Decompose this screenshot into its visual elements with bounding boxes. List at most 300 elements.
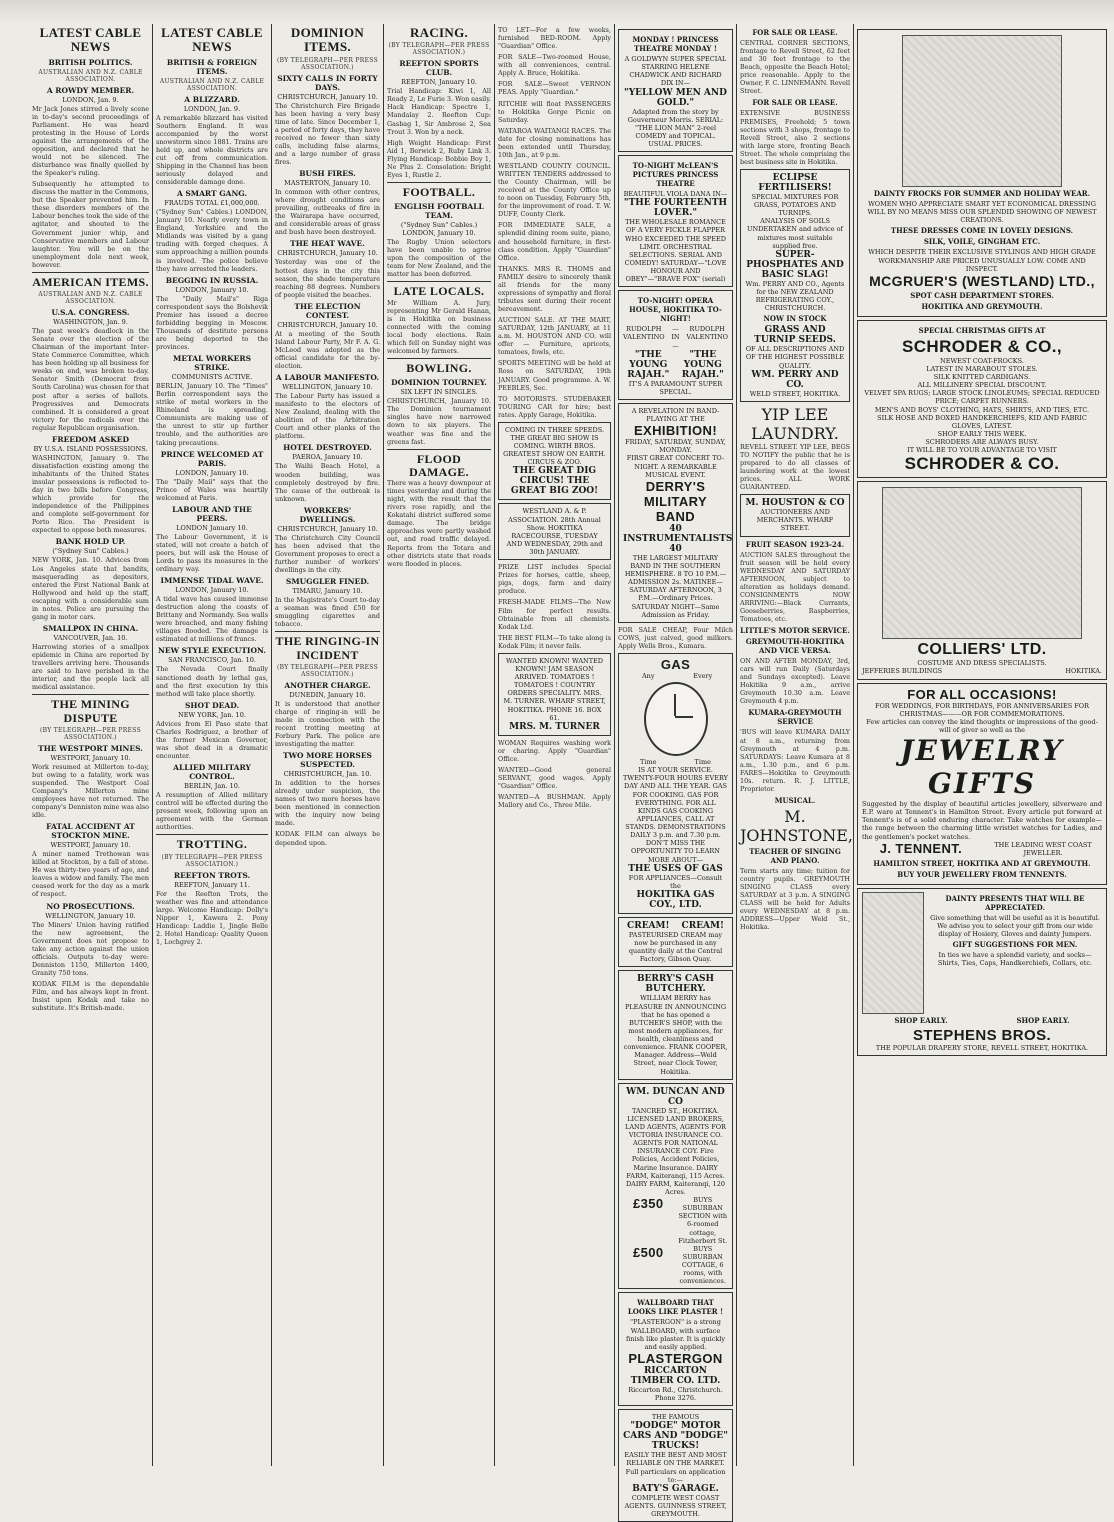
article-dateline: LONDON, Jan. 9. — [62, 95, 119, 104]
ad-heading: NOW IN STOCK — [763, 314, 827, 324]
article — [156, 871, 268, 946]
ad-heading: SPECIAL CHRISTMAS GIFTS AT — [918, 325, 1046, 335]
article-heading: A LABOUR MANIFESTO. — [275, 373, 380, 383]
ad-body — [928, 892, 1102, 1014]
article-dateline: WELLINGTON, January 10. — [45, 911, 136, 920]
price-desc: BUYS SUBURBAN SECTION with 6-roomed cottage, Fitzherbert St. — [678, 1196, 728, 1245]
ad-subtext: Few articles can convey the kind thoughts or impressions of the good-will of giver so well as the — [866, 717, 1098, 734]
ad-film-title: "THE FOURTEENTH LOVER." — [623, 198, 728, 219]
circus-ad — [498, 422, 611, 501]
article-dateline: SAN FRANCISCO, Jan. 10. — [168, 656, 256, 665]
ad-title: PLASTERGON — [628, 1350, 723, 1366]
article-heading: HOTEL DESTROYED. — [283, 443, 372, 453]
ad-line: VELVET SPA RUGS; LARGE STOCK LINOLEUMS; SPECIAL REDUCED PRICE; CARPET RUNNERS. — [864, 389, 1100, 406]
article-dateline: ("Sydney Sun" Cables.) LONDON, January 10. — [400, 221, 478, 238]
article-dateline: LONDON, January 10. — [175, 285, 249, 294]
ad-title: FOR ALL OCCASIONS! — [907, 686, 1057, 702]
article-body: A remarkable blizzard has visited Southern England. It was accompanied by the worst snowstorm since 1881. Trains are held up, and whole districts are cut off from communication. Shipping in the Channel has been seriously delayed and considerable damage done. — [156, 113, 268, 187]
article-body: In the Magistrate's Court to-day a seaman was fined £50 for smuggling cigarettes and tobacco. — [275, 596, 380, 629]
article-dateline: LONDON January 10. — [176, 523, 248, 532]
section-subheading: (BY TELEGRAPH—PER PRESS ASSOCIATION.) — [388, 42, 490, 57]
article-body: A tidal wave has caused immense destruction along the coasts of Brittany and Normandy. Sea walls were breached, and many fishing villages flooded. The damage is estimated at millions of francs. — [156, 595, 268, 644]
column-rule — [853, 24, 854, 1466]
opera-house-ad — [618, 290, 733, 400]
classified-ad: FOR SALE—Two-roomed House, with all conveniences, central. Apply A. Bruce, Hokitika. — [498, 53, 611, 78]
article-heading: BEGGING IN RUSSIA. — [165, 275, 259, 285]
article-body: The Miners' Union having ratified the new agreement, the Government does not propose to take any action against the union officials. Outputs to-day were: Denniston 1150, Millerton 1400, Granity 750 tons. — [32, 920, 149, 977]
article-heading: IMMENSE TIDAL WAVE. — [160, 576, 264, 586]
ad-strong: M. JOHNSTONE, — [740, 806, 853, 845]
gas-time: Time — [640, 758, 657, 767]
ad-row — [862, 892, 1102, 1014]
article-heading: SMUGGLER FINED. — [285, 577, 370, 587]
ad-heading: SILK, VOILE, GINGHAM ETC. — [923, 237, 1041, 247]
divider — [387, 182, 491, 183]
ad-strong: YIP LEE LAUNDRY. — [751, 404, 839, 443]
article-dateline: LONDON, January 10. — [175, 468, 249, 477]
classified-ad: SPORTS MEETING will be held at Ross on SATURDAY, 19th JANUARY. Good programme. A. W. PEEBLES, Sec. — [498, 359, 611, 392]
ad-heading: HAMILTON STREET, HOKITIKA AND AT GREYMOUTH. — [873, 858, 1091, 868]
article — [32, 902, 149, 977]
article — [156, 189, 268, 273]
ad-row — [623, 350, 728, 380]
classified-ad: TO MOTORISTS. STUDEBAKER TOURING CAR for hire; best rates. Apply Garage, Hokitika. — [498, 394, 611, 419]
article-dateline: REEFTON, January 10. — [401, 78, 477, 87]
classified-ad: RITCHIE will float PASSENGERS to Hokitika Gorge Picnic on Saturday. — [498, 99, 611, 124]
turner-ad-text: WANTED KNOWN! WANTED KNOWN! JAM SEASON ARRIVED. TOMATOES ! TOMATOES ! COUNTRY ORDERS SPECIALITY. MRS. M. TURNER. WHARF STREET, HOKITIKA. PHONE 16. BOX 61. — [503, 656, 606, 722]
article-dateline: BERLIN, Jan. 10. — [184, 782, 240, 791]
tennent-ad — [857, 683, 1107, 885]
ad-heading: GREYMOUTH-HOKITIKA AND VICE VERSA. — [745, 637, 845, 656]
article-heading: ENGLISH FOOTBALL TEAM. — [394, 202, 484, 221]
ad-heading: TO-NIGHT! OPERA HOUSE, HOKITIKA TO-NIGHT! — [629, 296, 722, 324]
ad-strong: ECLIPSE FERTILISERS! — [758, 172, 832, 193]
ad-in: —IN— — [671, 325, 680, 350]
ad-subtext: THE LARGEST MILITARY BAND IN THE SOUTHERN HEMISPHERE. 8 TO 10 P.M.—ADMISSION 2s. MATINEE—SATURDAY AFTERNOON, 3 P.M.—Ordinary Prices. SATURDAY NIGHT—Same Admission as Friday. — [624, 553, 727, 619]
ad-subtext: FRIDAY, SATURDAY, SUNDAY, MONDAY. — [625, 438, 726, 455]
section-heading: THE MINING DISPUTE — [51, 697, 130, 725]
article-dateline: NEW YORK, Jan. 10. — [178, 710, 246, 719]
price: £500 — [632, 1244, 664, 1260]
article — [156, 505, 268, 573]
ad-heading: GIFT SUGGESTIONS FOR MEN. — [952, 940, 1078, 950]
ad-strong: 40 INSTRUMENTALISTS 40 — [623, 523, 733, 554]
article — [32, 624, 149, 691]
article-body: For the Reefton Trots, the weather was fine and attendance large. Welcome Handicap: Dolly's Nipper 1, Kawera 2. Pony Handicap: Laddie 1, Jingle Belle 2. Hotel Handicap: Quality Queen 1, Lochgrey 2. — [156, 889, 268, 946]
ad-subtext: A REVELATION IN BAND-PLAYING AT THE — [631, 406, 720, 423]
article-dateline: DUNEDIN, January 10. — [289, 690, 366, 699]
classified-ad: THE BEST FILM—To take along is Kodak Film; it never fails. — [498, 633, 611, 650]
ad-subtext: WHICH DESPITE THEIR EXCLUSIVE STYLINGS AND HIGH GRADE WORKMANSHIP ARE PRICED UNUSUALLY LOW. COME AND INSPECT. — [868, 248, 1096, 273]
price: £350 — [632, 1196, 664, 1212]
article-heading: METAL WORKERS STRIKE. — [173, 354, 251, 373]
ad-subtext: BEAUTIFUL VIOLA DANA IN— — [623, 190, 728, 199]
article-body: The Labour Party has issued a manifesto to the electors of New Zealand, dealing with the abolition of the Arbitration Court and other planks of the platform. — [275, 392, 380, 441]
article-dateline: REEFTON, January 11. — [174, 880, 250, 889]
article-dateline: SIX LEFT IN SINGLES. — [400, 388, 478, 397]
ad-address: JEFFERIES BUILDINGS — [862, 667, 943, 676]
ad-heading: FRUIT SEASON 1923-24. — [745, 539, 845, 549]
classified-ad: AUCTION SALES throughout the fruit season will be held every WEDNESDAY AND SATURDAY AFTERNOON, subject to alteration as holidays demand. CONSIGNMENTS NOW ARRIVING:—Black Currants, Gooseberries, Raspberries, Tomatoes, etc. — [740, 550, 850, 623]
classified-ad: WATAROA WAITANGI RACES. The date for closing nominations has been extended until Thursday, 10th Jan., at 9 p.m. — [498, 126, 611, 159]
column-7-ads — [740, 26, 853, 1468]
article — [156, 701, 268, 760]
clock-icon — [644, 682, 708, 756]
article — [156, 276, 268, 351]
stephens-ad — [857, 888, 1107, 1056]
article — [387, 59, 491, 135]
classified-ad: FRESH-MADE FILMS—The New Film for perfect results. Obtainable from all chemists. Kodak Ltd. — [498, 598, 611, 631]
duncan-ad — [618, 1083, 733, 1290]
article — [32, 744, 149, 819]
divider — [387, 449, 491, 450]
section-subheading: (BY TELEGRAPH—PER PRESS ASSOCIATION.) — [161, 853, 263, 868]
article-heading: FATAL ACCIDENT AT STOCKTON MINE. — [46, 822, 135, 841]
ad-title: COLLIERS' LTD. — [917, 641, 1047, 659]
article — [387, 378, 491, 445]
article-body: The "Daily Mail" says that the Prince of Wales was heartily welcomed at Paris. — [156, 477, 268, 502]
section-heading: TROTTING. — [176, 837, 248, 852]
article-heading: ANOTHER CHARGE. — [284, 680, 371, 690]
ad-heading: DAINTY FROCKS FOR SUMMER AND HOLIDAY WEAR. — [873, 189, 1091, 198]
ad-subtext: THE FAMOUS — [651, 1413, 700, 1422]
ad-subtext: IT WILL BE TO YOUR ADVANTAGE TO VISIT — [907, 446, 1057, 455]
ad-heading: LITTLE'S MOTOR SERVICE. — [740, 626, 850, 636]
article-heading: A ROWDY MEMBER. — [46, 85, 135, 95]
section-heading: FLOOD DAMAGE. — [409, 451, 469, 479]
ad-subtext: AUCTIONEERS AND MERCHANTS. WHARF STREET. — [756, 508, 834, 533]
classified-ad: REVELL STREET. YIP LEE, BEGS TO NOTIFY the public that he is prepared to do all classes of laundering work at the lowest prices. ALL WORK GUARANTEED. — [740, 442, 850, 492]
article — [275, 74, 380, 167]
ad-subtext: IS AT YOUR SERVICE. TWENTY-FOUR HOURS EVERY DAY AND ALL THE YEAR. GAS FOR COOKING. GAS FOR EVERYTHING. FOR ALL KINDS GAS COOKING APPLIANCES, CALL AT STANDS. DEMONSTRATIONS DAILY 3 p.m. and 7.30 p.m. DON'T MISS THE OPPORTUNITY TO LEARN MORE ABOUT— — [623, 766, 728, 864]
ad-subtext: Wm. PERRY AND CO., Agents for the NEW ZEALAND REFRIGERATING COY., CHRISTCHURCH. — [745, 279, 845, 313]
article-heading: FREEDOM ASKED — [52, 434, 129, 444]
ad-subtext: Give something that will be useful as it is beautiful. We advise you to select your gift from our wide display of Hosiery, Gloves and dainty Jumpers. — [930, 913, 1100, 939]
article-dateline: WESTPORT, January 10. — [50, 841, 131, 850]
article-dateline: ("Sydney Sun" Cables.) — [52, 547, 129, 556]
article — [156, 95, 268, 187]
ad-row — [623, 1196, 728, 1245]
ad-subtext: PASTEURISED CREAM may now be purchased in any quantity daily at the Central Factory, Gibson Quay. — [628, 930, 723, 964]
ad-row — [623, 921, 728, 931]
ad-address: HOKITIKA. — [1065, 667, 1102, 676]
ad-row — [862, 1014, 1102, 1027]
ad-title: EXHIBITION! — [633, 423, 718, 439]
article-body: Mr William A. Jury, representing Mr Gerald Hanan, is in Hokitika on business connected with the coming local body elections. Rain which fell on Sunday night was welcomed by farmers. — [387, 298, 491, 356]
column-heading: RACING. — [409, 25, 469, 40]
ad-line: SHOP EARLY THIS WEEK. — [937, 429, 1027, 438]
ad-subtext: THE POPULAR DRAPERY STORE, REVELL STREET, HOKITIKA. — [875, 1043, 1089, 1052]
ad-subtext: THE LEADING WEST COAST JEWELLER. — [994, 840, 1092, 857]
article-dateline: CHRISTCHURCH, January 10. — [277, 320, 378, 329]
article — [32, 180, 149, 269]
ad-subtext: COSTUME AND DRESS SPECIALISTS. — [917, 659, 1047, 668]
classified-ad: FOR SALE CHEAP, Four Milch COWS, just calved, good milkers. Apply Wells Bros., Kumara. — [618, 625, 733, 650]
column-3 — [275, 26, 380, 1468]
ad-row — [623, 1245, 728, 1286]
column-8-ads — [857, 26, 1107, 1468]
article-dateline: BY U.S.A. ISLAND POSSESSIONS. — [33, 444, 148, 453]
article-dateline: LONDON, Jan. 9. — [183, 104, 241, 113]
article-dateline: CHRISTCHURCH, January 10. — [277, 524, 378, 533]
article-body: It is understood that another charge of ringing-in will be made in connection with the recent trotting meeting at Forbury Park. The police are investigating the matter. — [275, 699, 380, 749]
gas-ad — [618, 653, 733, 914]
ad-heading: SHOP EARLY. — [894, 1015, 948, 1025]
column-5-classifieds — [498, 26, 611, 1468]
ad-subtext: FIRST GREAT CONCERT TO-NIGHT. A REMARKABLE MUSICAL EVENT. — [626, 454, 725, 479]
article — [275, 443, 380, 502]
ad-title: SCHRODER & CO., — [902, 336, 1062, 356]
column-rule — [614, 24, 615, 1466]
classified-ad: PRIZE LIST includes Special Prizes for horses, cattle, sheep, pigs, dogs, farm and dairy produce. — [498, 563, 611, 596]
ad-line: MEN'S AND BOYS' CLOTHING, HATS, SHIRTS, AND TIES, ETC. — [874, 405, 1090, 414]
article-body: In common with other centres, where drought conditions are prevailing, outbreaks of fire in the Wairarapa have occurred, and considerable areas of grass and bush have been destroyed. — [275, 188, 380, 237]
section-heading: BOWLING. — [406, 361, 472, 376]
column-1 — [32, 26, 149, 1468]
article-heading: A BLIZZARD. — [184, 94, 240, 104]
article — [32, 86, 149, 178]
article-heading: SIXTY CALLS IN FORTY DAYS. — [277, 73, 378, 92]
article — [156, 646, 268, 697]
ad-row — [623, 325, 728, 349]
ad-row — [623, 758, 728, 766]
frocks-ad — [857, 29, 1107, 317]
article-dateline: CHRISTCHURCH, January 10. — [277, 249, 378, 258]
article-body: BERLIN, January 10. The "Times" Berlin correspondent says the strike of metal workers in the Rhineland is spreading. Communists are making use of the unrest to stir up further trouble, and the authorities are taking precautions. — [156, 382, 268, 447]
ad-title: GAS — [660, 656, 691, 672]
article-body: ("Sydney Sun" Cables.) LONDON, January 10. Nearly every town in England, Yorkshire and the Midlands was visited by a gang trading with forged cheques. A sum approaching a million pounds is involved. The police believe they have arrested the leaders. — [156, 208, 268, 273]
article-dateline: WELLINGTON, January 10. — [282, 383, 373, 392]
section-subheading: AUSTRALIAN AND N.Z. CABLE ASSOCIATION. — [38, 68, 143, 83]
article-dateline: COMMUNISTS ACTIVE. — [171, 373, 253, 382]
classified-ad: WANTED—Good general SERVANT, good wages. Apply "Guardian" Office. — [498, 766, 611, 791]
ad-subtext: ANALYSIS OF SOILS UNDERTAKEN and advice of mixtures most suitable supplied free. — [747, 217, 843, 250]
ad-subtext: EASILY THE BEST AND MOST RELIABLE ON THE MARKET. Full particulars on application to:— — [624, 1451, 727, 1484]
section-heading: AMERICAN ITEMS. — [32, 274, 149, 289]
ad-line: SILK HOSE AND BOXED HANDKERCHIEFS, KID AND FABRIC GLOVES, LATEST. — [877, 413, 1087, 430]
article-body: Subsequently he attempted to discuss the matter in the Commons, but the Speaker prevented him. In these disorders members of the Labour benches took the side of the agitator, and shouted to the Government junior whip, and Conservative members and Labour laughter. You will be on the unemployment dole next week, however. — [32, 180, 149, 269]
ad-heading: WALLBOARD THAT LOOKS LIKE PLASTER ! — [627, 1298, 724, 1317]
ad-strong: "DODGE" MOTOR CARS AND "DODGE" TRUCKS! — [623, 1421, 728, 1452]
ad-strong: WM. PERRY AND CO. — [751, 369, 839, 390]
article-body: The past week's deadlock in the Senate over the election of the Chairman of the important Inter-State Commerce Committee, which has been holding up all business for weeks on end, was broken to-day. Senator Smith (Democrat from South Carolina) was chosen for that post after a series of ballots. Progressives and Democrats combined. It is considered a great victory for the radicals over the regular Republican organisation. — [32, 327, 149, 432]
classified-ad: FOR IMMEDIATE SALE, a splendid dining room suite, piano, and household furniture, in first-class condition. Apply "Guardian" Office. — [498, 221, 611, 262]
colliers-ad — [857, 481, 1107, 679]
ad-subtext: In ties we have a splendid variety, and socks—Shirts, Ties, Caps, Handkerchiefs, Collars, etc. — [937, 951, 1093, 968]
dress-illustration-icon — [902, 35, 1062, 187]
ad-title: J. TENNENT. — [879, 840, 963, 856]
article-heading: REEFTON SPORTS CLUB. — [399, 59, 479, 78]
ad-title: SCHRODER & CO. — [904, 454, 1060, 474]
column-heading: DOMINION ITEMS. — [290, 25, 365, 55]
ad-title: STEPHENS BROS. — [912, 1026, 1052, 1044]
section-heading: LATE LOCALS. — [393, 284, 485, 299]
ad-title: MCGRUER'S (WESTLAND) LTD., — [869, 272, 1095, 289]
plastergon-ad — [618, 1292, 733, 1406]
article-body: The Christchurch City Council has been advised that the Government proposes to erect a further number of workers' dwellings in the city. — [275, 533, 380, 575]
article-heading: ALLIED MILITARY CONTROL. — [173, 763, 251, 782]
article-dateline: LONDON, January 10. — [175, 586, 249, 595]
article-body: WASHINGTON, January 9. The dissatisfaction existing among the inhabitants of the United States insular possessions is reflected to-day in two bills before Congress, which provide for the independence of the Philippines and complete self-government for Porto Rico. The President is expected to oppose both measures. — [32, 453, 149, 535]
article — [156, 354, 268, 447]
article-body: A miner named Trethowan was killed at Stockton, by a fall of stone. He was thirty-two years of age, and leaves a widow and family. The men ceased work for the day as a mark of respect. — [32, 850, 149, 899]
article-body: The "Daily Mail's" Riga correspondent says the Bolshevik Premier has issued a decree forbidding begging in Moscow. Thousands of destitute persons are being deported to the provinces. — [156, 294, 268, 352]
ad-subtext: COMPLETE WEST COAST AGENTS. GUINNESS STREET, GREYMOUTH. — [624, 1493, 727, 1519]
ad-heading: THESE DRESSES COME IN LOVELY DESIGNS. — [890, 226, 1074, 236]
article-dateline: FRAUDS TOTAL £1,000,000. — [164, 199, 260, 208]
classified-ad: 'BUS will leave KUMARA DAILY at 8 a.m., returning from Greymouth at 4 p.m. SATURDAYS: Leave Kumara at 8 a.m., 1.30 p.m., and 6 p.m. FARES—Hokitika to Greymouth 10s. return. R. J. LITTLE, Proprietor. — [740, 728, 850, 793]
ad-subtext: Suggested by the display of beautiful articles jewellery, silverware and E.P. ware at Tennent's in Hamilton Street. Every article put forward at Tennent's is of a solid enduring character. Take watches for example—the range between the charming little wristlet watches for Ladies, and the gentlemen's pocket watches. — [862, 800, 1102, 841]
ad-heading: MUSICAL. — [774, 795, 816, 805]
article-heading: TWO MORE HORSES SUSPECTED. — [283, 751, 372, 770]
mclean-pictures-ad — [618, 155, 733, 287]
article-heading: THE WESTPORT MINES. — [38, 743, 143, 753]
article — [275, 373, 380, 440]
article-heading: THE ELECTION CONTEST. — [294, 301, 361, 320]
christmas-tree-icon — [862, 892, 924, 1014]
ad-heading: FOR SALE OR LEASE. — [752, 28, 838, 37]
article — [275, 506, 380, 574]
classified-ad: WANTED—A BUSHMAN. Apply Mallory and Co., Three Mile. — [498, 793, 611, 810]
ad-heading: SPOT CASH DEPARTMENT STORES. — [910, 290, 1054, 300]
ad-strong: GRASS AND TURNIP SEEDS. — [754, 325, 836, 346]
article-body: A resumption of Allied military control will be effected during the present week, following upon an agreement with the German authorities. — [156, 791, 268, 832]
ad-film-title: "THE YOUNG RAJAH." — [627, 349, 670, 380]
article-body: The Christchurch Fire Brigade has been having a very busy time of late. Since December 1, a period of forty days, they have received no fewer than sixty calls, including false alarms, and a large number of grass fires. — [275, 101, 380, 167]
ad-subtext: OF ALL DESCRIPTIONS AND OF THE HIGHEST POSSIBLE QUALITY. — [745, 345, 845, 370]
article-dateline: CHRISTCHURCH, Jan. 10. — [283, 770, 372, 779]
cream-ad — [618, 917, 733, 968]
classified-ad: WESTLAND COUNTY COUNCIL. WRITTEN TENDERS addressed to the County Chairman, will be received at the County Office up to noon on Tuesday, February 5th, for the improvement of road. T. W. DUFF, County Clerk. — [498, 161, 611, 219]
classified-ad: WOMAN Requires washing work or charing. Apply "Guardian" Office. — [498, 738, 611, 763]
ad-star: RUDOLPH VALENTINO — [623, 325, 665, 342]
ad-subtext: TANCRED ST., HOKITIKA. LICENSED LAND BROKERS, LAND AGENTS, AGENTS FOR VICTORIA INSURANCE CO. AGENTS FOR NATIONAL INSURANCE COY. Fire Policies, Accident Policies, Marine Insurance. DAIRY FARM, Kaiteranqi, 115 Acres. DAIRY FARM, Kaiteranqi, 120 Acres. — [625, 1106, 726, 1196]
kodak-notice: KODAK FILM can always be depended upon. — [275, 830, 380, 847]
ad-film-title: "THE YOUNG RAJAH." — [681, 349, 724, 380]
ad-subtext: FOR WEDDINGS, FOR BIRTHDAYS, FOR ANNIVERSARIES FOR CHRISTMAS———OR FOR COMMEMORATIONS. — [874, 701, 1090, 718]
article-heading: NEW STYLE EXECUTION. — [158, 646, 266, 656]
ad-subtext: A GOLDWYN SUPER SPECIAL STARRING HELENE CHADWICK AND RICHARD DIX IN— — [624, 55, 727, 88]
cream-word: CREAM! — [681, 920, 724, 931]
ad-heading: MONDAY ! PRINCESS THEATRE MONDAY ! — [632, 35, 719, 53]
column-rule — [383, 24, 384, 1466]
article — [32, 435, 149, 535]
article — [275, 681, 380, 748]
ad-strong: THE USES OF GAS — [628, 863, 723, 874]
article-heading: A SMART GANG. — [176, 189, 248, 199]
gas-every: Every — [693, 671, 713, 680]
ad-subtext: IT'S A PARAMOUNT SUPER SPECIAL. — [628, 379, 723, 396]
page-top-band — [0, 0, 1114, 24]
article-heading: SMALLPOX IN CHINA. — [42, 623, 139, 633]
ad-heading: BUY YOUR JEWELLERY FROM TENNENTS. — [897, 869, 1067, 879]
article — [32, 308, 149, 432]
ad-subtext: WOMEN WHO APPRECIATE SMART YET ECONOMICAL DRESSING WILL BY NO MEANS MISS OUR SPLENDID SHOWING OF NEWEST CREATIONS. — [867, 200, 1097, 225]
divider — [275, 631, 380, 632]
cream-word: CREAM! — [627, 920, 670, 931]
article-body: The Nevada Court finally sanctioned death by lethal gas, and the first execution by this method will take place shortly. — [156, 665, 268, 698]
section-subheading: AUSTRALIAN AND N.Z. CABLE ASSOCIATION. — [38, 291, 143, 306]
ad-heading: SHOP EARLY. — [1016, 1015, 1070, 1025]
circus-ad-text: COMING IN THREE SPEEDS. THE GREAT BIG SHOW IS COMING. WIRTH BROS. GREATEST SHOW ON EARTH. CIRCUS & ZOO. — [503, 425, 606, 467]
article-body: Mr Jack Jones stirred a lively scene in to-day's second proceedings of Parliament. He was heard protesting in the House of Lords against the arrangements of the opposition, and declared that he would not be silenced. The disturbance was finally quelled by the Speaker's ruling. — [32, 104, 149, 178]
ad-strong: BERRY'S CASH BUTCHERY. — [636, 974, 715, 995]
ad-heading: KUMARA-GREYMOUTH SERVICE — [748, 708, 842, 727]
article-body: CHRISTCHURCH, January 10. The Dominion tournament singles have now narrowed down to six players. The weather was fine and the greens fast. — [387, 397, 491, 446]
ad-subtext: "PLASTERGON" is a strong WALLBOARD, with surface finish like plaster. It is quickly and easily applied. — [625, 1318, 726, 1351]
article-body: Harrowing stories of a smallpox epidemic in China are reported by travellers arriving here. Thousands are said to have perished in the interior, and the people lack all medical assistance. — [32, 642, 149, 692]
article-heading: DOMINION TOURNEY. — [391, 378, 487, 388]
article-body: The Rugby Union selectors have been unable to agree upon the composition of the team for New Zealand, and the matter has been deferred. — [387, 238, 491, 279]
article-body: Advices from El Paso state that Charles Rodriguez, a brother of the former Mexican Governor, was shot dead in a dramatic encounter. — [156, 719, 268, 760]
ad-title: DERRY'S MILITARY BAND — [643, 478, 708, 524]
ad-strong: RICCARTON TIMBER CO. LTD. — [630, 1365, 721, 1386]
article-heading: NO PROSECUTIONS. — [46, 901, 135, 911]
ad-strong: WM. DUNCAN AND CO — [626, 1086, 725, 1107]
article-heading: LABOUR AND THE PEERS. — [172, 504, 252, 523]
article — [32, 537, 149, 621]
article — [156, 576, 268, 643]
article-body: At a meeting of the South Island Labour Party, Mr F. A. G. McLeod was adopted as the official candidate for the by-election. — [275, 329, 380, 371]
princess-theatre-ad — [618, 29, 733, 152]
ad-line: LATEST IN MARABOUT STOLES. — [926, 364, 1038, 373]
ad-row — [862, 667, 1102, 675]
column-heading: LATEST CABLE NEWS — [39, 25, 142, 55]
ad-line: SILK KNITTED CARDIGANS. — [933, 373, 1031, 381]
section-heading: THE RINGING-IN INCIDENT — [275, 634, 380, 662]
article-heading: U.S.A. CONGRESS. — [51, 308, 130, 318]
article-body: There was a heavy downpour at times yesterday and during the night, with the result that the rivers rose rapidly, and the Kokatahi district suffered some damage. The bridge approaches were partly washed out, and road traffic delayed. Reports from the Totara and other districts state that roads were flooded in places. — [387, 479, 491, 568]
article-body: Trial Handicap: Kiwi 1, All Ready 2, Le Furie 3. Won easily. Hack Handicap: Spectre 1, Mandalay 2. Reefton Cup: Gasbag 1, Sir Ambrose 2, Sea Trout 3. Won by a neck. — [387, 87, 491, 136]
schroder-ad — [857, 320, 1107, 479]
article-body: High Weight Handicap: First Aid 1, Berwick 2, Ruby Link 3. Flying Handicap: Bobbie Boy 1, Ne Plus 2. Consolation: Bright Eyes 1, Rustle 2. — [387, 138, 491, 179]
kodak-notice: KODAK FILM is the dependable Film, and has always kept in front. Insist upon Kodak and take no substitute. It's British-made. — [32, 979, 149, 1013]
column-rule — [736, 24, 737, 1466]
fertiliser-ad — [740, 169, 850, 402]
gas-any: Any — [641, 671, 655, 680]
ad-heading: TEACHER OF SINGING AND PIANO. — [749, 846, 841, 865]
ad-subtext: FOR APPLIANCES—Consult the — [628, 873, 723, 890]
circus-ad-tagline: THE GREAT DIG CIRCUS! THE GREAT BIG ZOO! — [510, 466, 599, 497]
classified-ad: TO LET—For a few weeks, furnished BED-ROOM. Apply "Guardian" Office. — [498, 26, 611, 51]
article — [156, 450, 268, 502]
article — [387, 139, 491, 179]
ad-heading: TO-NIGHT McLEAN'S PICTURES PRINCESS THEATRE — [632, 161, 719, 189]
ad-heading: FOR SALE OR LEASE. — [752, 98, 838, 108]
ad-strong: HOKITIKA GAS COY., LTD. — [636, 889, 715, 910]
article-body: The Labour Government, it is stated, will not create a batch of peers, but will ask the House of Lords to pass its measures in the ordinary way. — [156, 532, 268, 574]
article-heading: REEFTON TROTS. — [173, 870, 251, 880]
column-rule — [271, 24, 272, 1466]
houston-ad — [740, 494, 850, 536]
article — [275, 302, 380, 370]
article-heading: SHOT DEAD. — [184, 700, 240, 710]
article — [275, 239, 380, 298]
column-rule — [152, 24, 153, 1466]
article — [32, 822, 149, 898]
column-heading: LATEST CABLE NEWS — [161, 25, 263, 55]
article — [156, 763, 268, 831]
article-body: Work resumed at Millerton to-day, but owing to a fatality, work was suspended. The Westport Coal Company's Millerton mine employees have not returned. The company's Denniston mine was also idle. — [32, 762, 149, 820]
price-desc: BUYS SUBURBAN COTTAGE, 6 rooms, with conveniences. — [679, 1244, 726, 1286]
classified-ad: ON AND AFTER MONDAY, 3rd, cars will run Daily (Saturdays and Sundays excepted). Leave Hokitika 9 a.m., arrive Greymouth 10.30 a.m. Leave Greymouth 4 p.m. — [740, 657, 850, 706]
article-heading: BUSH FIRES. — [299, 169, 356, 179]
article-dateline: WASHINGTON, Jan. 9. — [53, 318, 128, 327]
article-heading: BANK HOLD UP. — [55, 537, 126, 547]
classified-ad: EXTENSIVE BUSINESS PREMISES, Freehold; 5 town sections with 3 shops, frontage to Revell Street, also 2 sections with large store, fronting Beach Street. The whole comprising the best business site in Hokitika. — [740, 109, 850, 166]
divider — [156, 834, 268, 835]
article-dateline: TIMARU, January 10. — [292, 587, 363, 596]
